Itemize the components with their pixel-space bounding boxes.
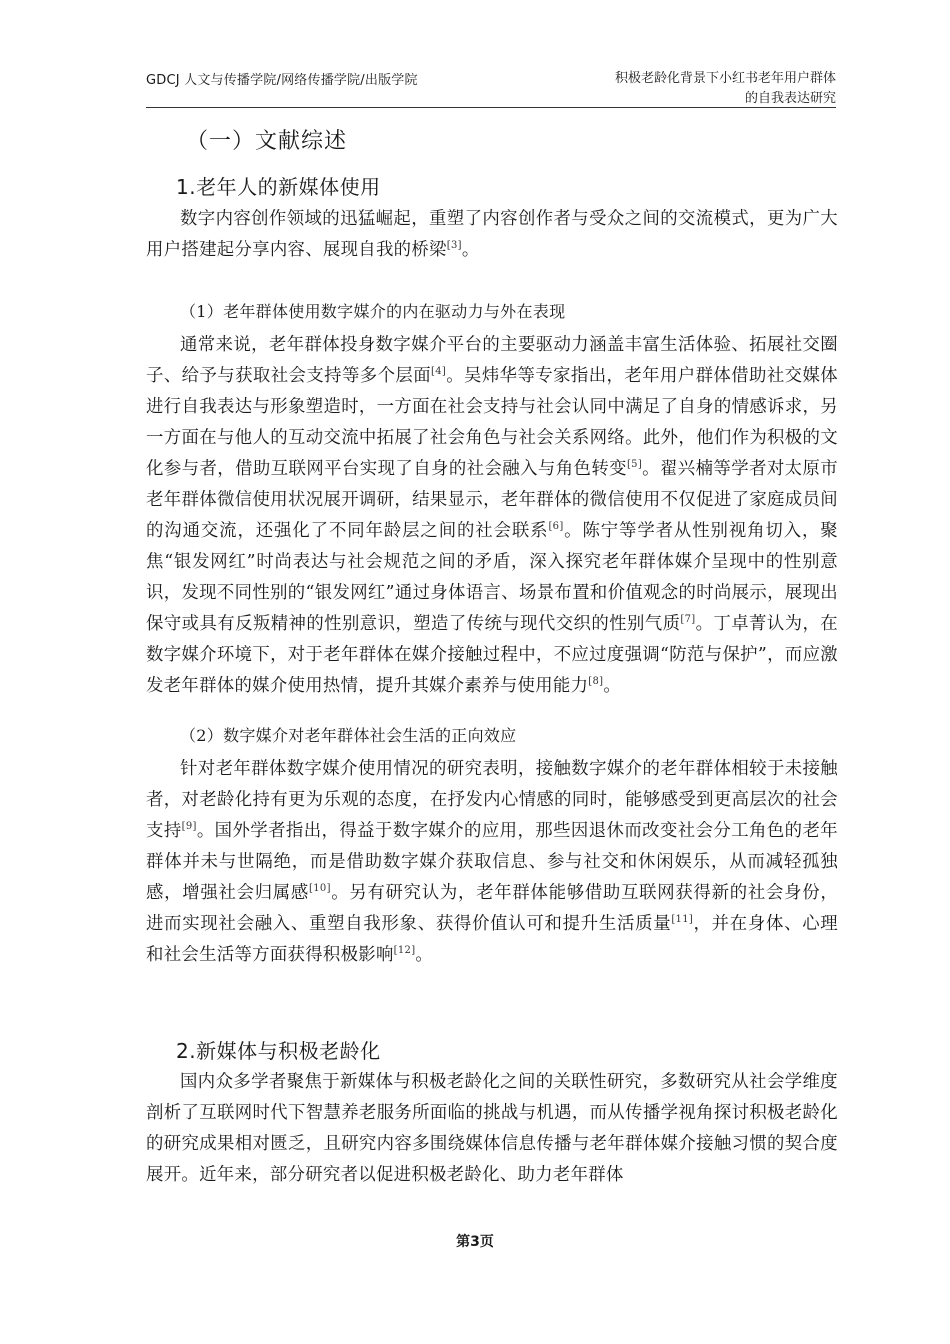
paragraph-text: 。 <box>461 240 480 260</box>
paragraph-text: ，并在身体、心理和社会生活等方面获得积极影响 <box>146 914 838 965</box>
citation[interactable]: [9] <box>181 821 197 833</box>
header-institution: GDCJ 人文与传播学院/网络传播学院/出版学院 <box>146 73 418 88</box>
citation[interactable]: [3] <box>446 240 462 252</box>
paragraph-text: 。国外学者指出，得益于数字媒介的应用，那些因退休而改变社会分工角色的老年群体并未与世隔绝，而是借助数字媒介获取信息、参与社交和休闲娱乐，从而减轻孤独感，增强社会归属感 <box>146 821 838 903</box>
paragraph-3 <box>146 754 838 971</box>
citation[interactable]: [5] <box>626 459 643 471</box>
paragraph-text: 。吴炜华等专家指出，老年用户群体借助社交媒体进行自我表达与形象塑造时，一方面在社会支持与社会认同中满足了自身的情感诉求，另一方面在与他人的互动交流中拓展了社会角色与社会关系网络。此外，他们作为积极的文化参与者，借助互联网平台实现了自身的社会融入与角色转变 <box>146 366 838 479</box>
subsection-title-1: 1.老年人的新媒体使用 <box>176 175 381 199</box>
citation[interactable]: [11] <box>671 914 694 926</box>
section-title: （一）文献综述 <box>186 129 348 154</box>
citation[interactable]: [8] <box>588 676 604 688</box>
citation[interactable]: [4] <box>431 366 447 378</box>
paragraph-text: 。丁卓菁认为，在数字媒介环境下，对于老年群体在媒介接触过程中，不应过度强调“防范与保护”，而应激发老年群体的媒介使用热情，提升其媒介素养与使用能力 <box>146 614 838 696</box>
paragraph-4: 国内众多学者聚焦于新媒体与积极老龄化之间的关联性研究，多数研究从社会学维度剖析了互联网时代下智慧养老服务所面临的挑战与机遇，而从传播学视角探讨积极老龄化的研究成果相对匮乏，且研究内容多围绕媒体信息传播与老年群体媒介接触习惯的契合度展开。近年来，部分研究者以促进积极老龄化、助力老年群体 <box>146 1072 838 1185</box>
paragraph-text: 。翟兴楠等学者对太原市老年群体微信使用状况展开调研，结果显示，老年群体的微信使用不仅促进了家庭成员间的沟通交流，还强化了不同年龄层之间的社会联系 <box>146 459 838 541</box>
paragraph-text: 。另有研究认为，老年群体能够借助互联网获得新的社会身份，进而实现社会融入、重塑自我形象、获得价值认可和提升生活质量 <box>146 883 839 934</box>
citation[interactable]: [10] <box>309 883 331 895</box>
header-thesis-title <box>615 69 836 109</box>
running-header <box>146 60 836 108</box>
paragraph-text: 。陈宁等学者从性别视角切入，聚焦“银发网红”时尚表达与社会规范之间的矛盾，深入探究老年群体媒介呈现中的性别意识，发现不同性别的“银发网红”通过身体语言、场景布置和价值观念的时尚展示，展现出保守或具有反叛精神的性别意识，塑造了传统与现代交织的性别气质 <box>146 521 838 634</box>
citation[interactable]: [6] <box>548 521 564 533</box>
header-rule <box>146 107 836 108</box>
paragraph-2 <box>146 330 838 702</box>
paragraph-text: 通常来说，老年群体投身数字媒介平台的主要驱动力涵盖丰富生活体验、拓展社交圈子、给予与获取社会支持等多个层面 <box>146 335 838 386</box>
paragraph-text: 数字内容创作领域的迅猛崛起，重塑了内容创作者与受众之间的交流模式，更为广大用户搭建起分享内容、展现自我的桥梁 <box>146 209 838 260</box>
citation[interactable]: [7] <box>680 614 696 626</box>
subheading-1: （1）老年群体使用数字媒介的内在驱动力与外在表现 <box>180 302 566 321</box>
citation[interactable]: [12] <box>393 945 416 957</box>
paragraph-text: 。 <box>603 676 622 696</box>
header-title-line1: 积极老龄化背景下小红书老年用户群体 <box>614 71 836 86</box>
subheading-2: （2）数字媒介对老年群体社会生活的正向效应 <box>180 726 517 745</box>
paragraph-text: 针对老年群体数字媒介使用情况的研究表明，接触数字媒介的老年群体相较于未接触者，对老龄化持有更为乐观的态度，在抒发内心情感的同时，能够感受到更高层次的社会支持 <box>146 759 838 841</box>
paragraph-1 <box>146 204 838 266</box>
paragraph-text: 。 <box>415 945 434 965</box>
subsection-title-2: 2.新媒体与积极老龄化 <box>176 1039 381 1063</box>
page-number: 第3页 <box>456 1234 494 1250</box>
header-title-line2: 的自我表达研究 <box>744 91 836 106</box>
